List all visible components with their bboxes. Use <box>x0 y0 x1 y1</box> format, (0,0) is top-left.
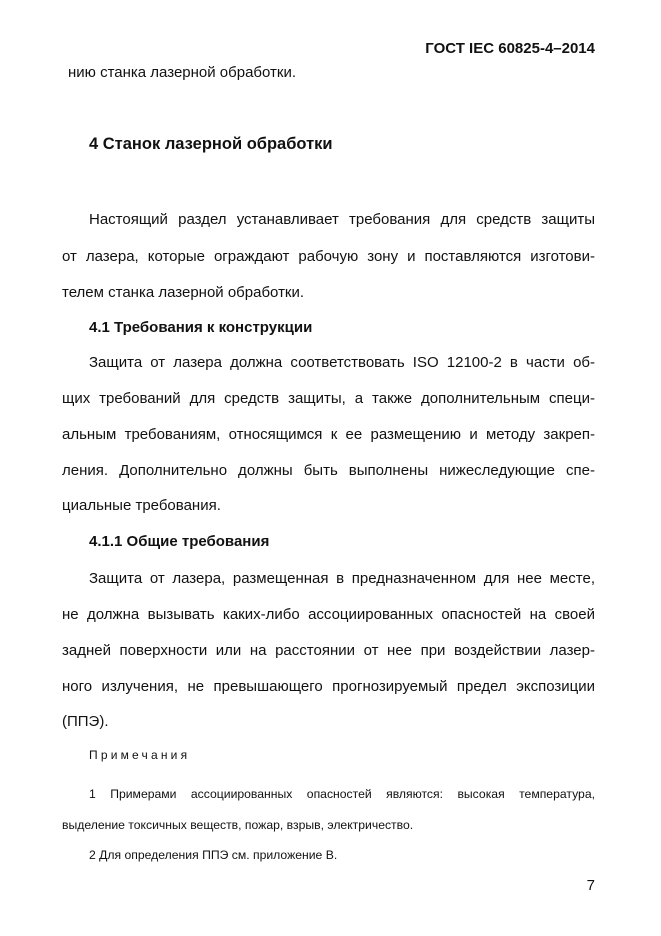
paragraph-line: задней поверхности или на расстоянии от нее при воздействии лазер- <box>62 642 595 659</box>
paragraph-line: (ППЭ). <box>62 713 109 730</box>
paragraph-line: ления. Дополнительно должны быть выполнены нижеследующие спе- <box>62 462 595 479</box>
note-2: 2 Для определения ППЭ см. приложение В. <box>89 848 338 862</box>
page-number: 7 <box>586 877 595 894</box>
note-line: 1 Примерами ассоциированных опасностей являются: высокая температура, <box>89 787 595 801</box>
notes-title: Примечания <box>89 748 191 762</box>
paragraph-line: телем станка лазерной обработки. <box>62 284 305 301</box>
paragraph-line: ного излучения, не превышающего прогнозируемый предел экспозиции <box>62 678 595 695</box>
paragraph-line: Защита от лазера, размещенная в предназначенном для нее месте, <box>89 570 595 587</box>
section-4-1-title: 4.1 Требования к конструкции <box>89 319 313 336</box>
paragraph-line: Настоящий раздел устанавливает требования для средств защиты <box>89 211 595 228</box>
paragraph-line: циальные требования. <box>62 497 221 514</box>
document-number: ГОСТ IEC 60825-4–2014 <box>425 40 595 57</box>
paragraph-line: Защита от лазера должна соответствовать ISO 12100-2 в части об- <box>89 354 595 371</box>
paragraph-line: не должна вызывать каких-либо ассоциированных опасностей на своей <box>62 606 595 623</box>
paragraph-line: от лазера, которые ограждают рабочую зону и поставляются изготови- <box>62 248 595 265</box>
section-4-1-1-title: 4.1.1 Общие требования <box>89 533 270 550</box>
paragraph-line: щих требований для средств защиты, а также дополнительным специ- <box>62 390 595 407</box>
paragraph-line: альным требованиям, относящимся к ее размещению и методу закреп- <box>62 426 595 443</box>
intro-fragment: нию станка лазерной обработки. <box>68 64 297 81</box>
section-4-title: 4 Станок лазерной обработки <box>89 135 333 153</box>
note-line: выделение токсичных веществ, пожар, взрыв, электричество. <box>62 818 414 832</box>
